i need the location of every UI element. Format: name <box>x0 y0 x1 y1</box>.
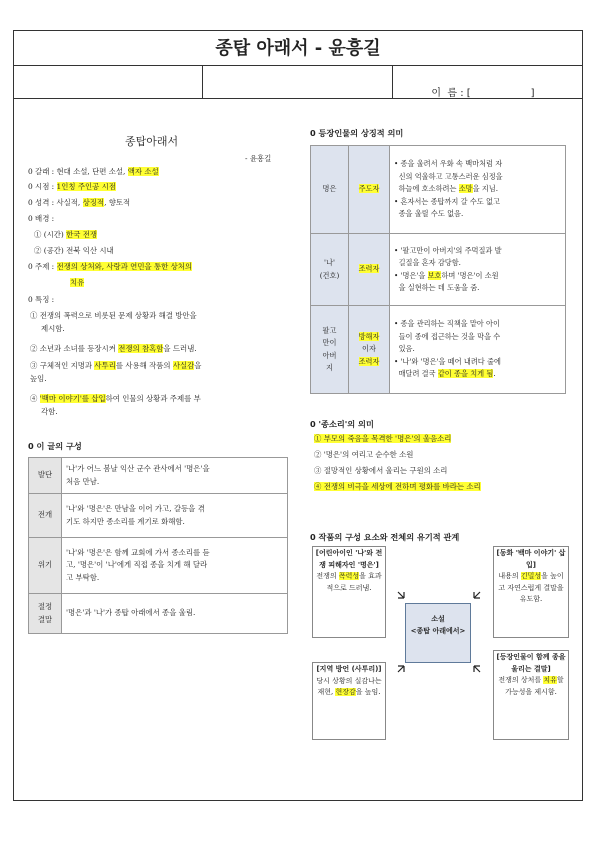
genre-line: 0 갈래 : 현대 소설, 단편 소설, 액자 소설 <box>28 167 159 176</box>
org-title: 0 작품의 구성 요소와 전체의 유기적 관계 <box>310 532 460 542</box>
name-label: 이 름 : [ <box>431 88 471 99</box>
bell-item: ③ 절망적인 상황에서 울리는 구원의 소리 <box>314 466 448 475</box>
char-role: 조력자 <box>349 234 390 306</box>
char-desc: • 종을 관리하는 직책을 맡아 아이 들이 종에 접근하는 것을 막을 수 있음. • '나'와 '명은'을 떼어 내려다 줄에 매달려 결국 같이 종을 치게 됨. <box>390 306 566 394</box>
table-row <box>29 458 288 494</box>
bell-title: 0 '종소리'의 의미 <box>310 419 374 429</box>
box-ending: [등장인물이 함께 종을 울리는 결말] 전쟁의 상처를 치유할 가능성을 제시함. <box>493 650 569 740</box>
symbol-title: 0 등장인물의 상징적 의미 <box>310 128 404 138</box>
header-title-bar <box>13 30 583 66</box>
setting-label: 0 배경 : <box>28 214 55 223</box>
stage-desc: '나'가 어느 봄날 익산 군수 관사에서 '명은'을 처음 만남. <box>62 458 288 494</box>
stage-desc: '명은'과 '나'가 종탑 아래에서 종을 울림. <box>62 594 288 634</box>
header-divider-2 <box>392 65 393 98</box>
theme-line: 0 주제 : 전쟁의 상처와, 사랑과 연민을 통한 상처의 <box>28 262 192 271</box>
work-title: 종탑아래서 <box>125 135 179 148</box>
table-row <box>29 538 288 594</box>
header-divider-1 <box>202 65 203 98</box>
theme-line-2: 치유 <box>70 278 85 287</box>
features-label: 0 특징 : <box>28 295 55 304</box>
feature-2: ② 소년과 소녀를 등장시켜 전쟁의 참혹함을 드러냄. <box>30 344 197 353</box>
setting-place: ② (공간) 전북 익산 시내 <box>34 246 114 255</box>
trait-line: 0 성격 : 사실적, 상징적, 향토적 <box>28 198 131 207</box>
bell-item: ④ 전쟁의 비극을 세상에 전하며 평화를 바라는 소리 <box>314 482 481 491</box>
table-row <box>29 594 288 634</box>
stage-cell: 절정 결말 <box>29 594 62 634</box>
table-row <box>311 306 566 394</box>
char-role: 방해자 이자 조력자 <box>349 306 390 394</box>
name-close: ] <box>530 88 535 99</box>
stage-desc: '나'와 '명은'은 함께 교회에 가서 종소리를 듣 고, '명은'이 '나'에게 직접 종을 치게 해 달라 고 부탁함. <box>62 538 288 594</box>
char-name: 명은 <box>311 146 349 234</box>
feature-1: ① 전쟁의 폭력으로 비롯된 문제 상황과 해결 방안을 제시함. <box>30 311 197 333</box>
symbol-table <box>310 145 566 394</box>
setting-time: ① (시간) 한국 전쟁 <box>34 230 98 239</box>
stage-cell: 발단 <box>29 458 62 494</box>
table-row <box>311 234 566 306</box>
table-row <box>311 146 566 234</box>
pov-line: 0 시점 : 1인칭 주인공 시점 <box>28 182 116 191</box>
stage-cell: 위기 <box>29 538 62 594</box>
table-row <box>29 494 288 538</box>
box-characters: [어린아이인 '나'와 전쟁 피해자인 '명은'] 전쟁의 폭력성을 효과적으로 드러냄. <box>312 546 386 638</box>
name-field[interactable] <box>425 73 535 99</box>
char-role: 주도자 <box>349 146 390 234</box>
structure-table <box>28 457 288 634</box>
bell-item: ① 부모의 죽음을 목격한 '명은'의 울음소리 <box>314 434 452 443</box>
char-desc: • 종을 울려서 우화 속 백마처럼 자 신의 억울하고 고통스러운 심정을 하늘에 호소하려는 소망을 지님. • 혼자서는 종탑까지 갈 수도 없고 종을 울릴 수도 없음. <box>390 146 566 234</box>
bell-item: ② '명은'의 여리고 순수한 소원 <box>314 450 414 459</box>
char-desc: • '팔고만이 아버지'의 주먹질과 발 길질을 혼자 감당함. • '명은'을 보호하며 '명은'이 소원 을 실현하는 데 도움을 줌. <box>390 234 566 306</box>
char-name: 팔고 만이 아버 지 <box>311 306 349 394</box>
diagram-arrows <box>380 580 500 680</box>
structure-title: 0 이 글의 구성 <box>28 441 82 451</box>
feature-4: ④ '백마 이야기'를 삽입하여 인물의 상황과 주제를 부 각함. <box>30 394 201 416</box>
page-title: 종탑 아래서 - 윤흥길 <box>215 38 381 59</box>
author-line: - 윤흥길 <box>245 154 272 163</box>
stage-desc: '나'와 '명은'은 만남을 이어 가고, 갈등을 겪 기도 하지만 종소리를 계기로 화해함. <box>62 494 288 538</box>
char-name: '나' (건호) <box>311 234 349 306</box>
box-dialect: [지역 방언 (사투리)] 당시 상황의 실감나는 재현, 현장감을 높임. <box>312 662 386 740</box>
stage-cell: 전개 <box>29 494 62 538</box>
feature-3: ③ 구체적인 지명과 사투리를 사용해 작품의 사실감을 높임. <box>30 361 202 383</box>
box-center-novel: 소설 <종탑 아래에서> <box>405 603 471 663</box>
box-story-insert: [동화 '백마 이야기' 삽입] 내용의 긴밀성을 높이고 자연스럽게 결말을 유도함. <box>493 546 569 638</box>
